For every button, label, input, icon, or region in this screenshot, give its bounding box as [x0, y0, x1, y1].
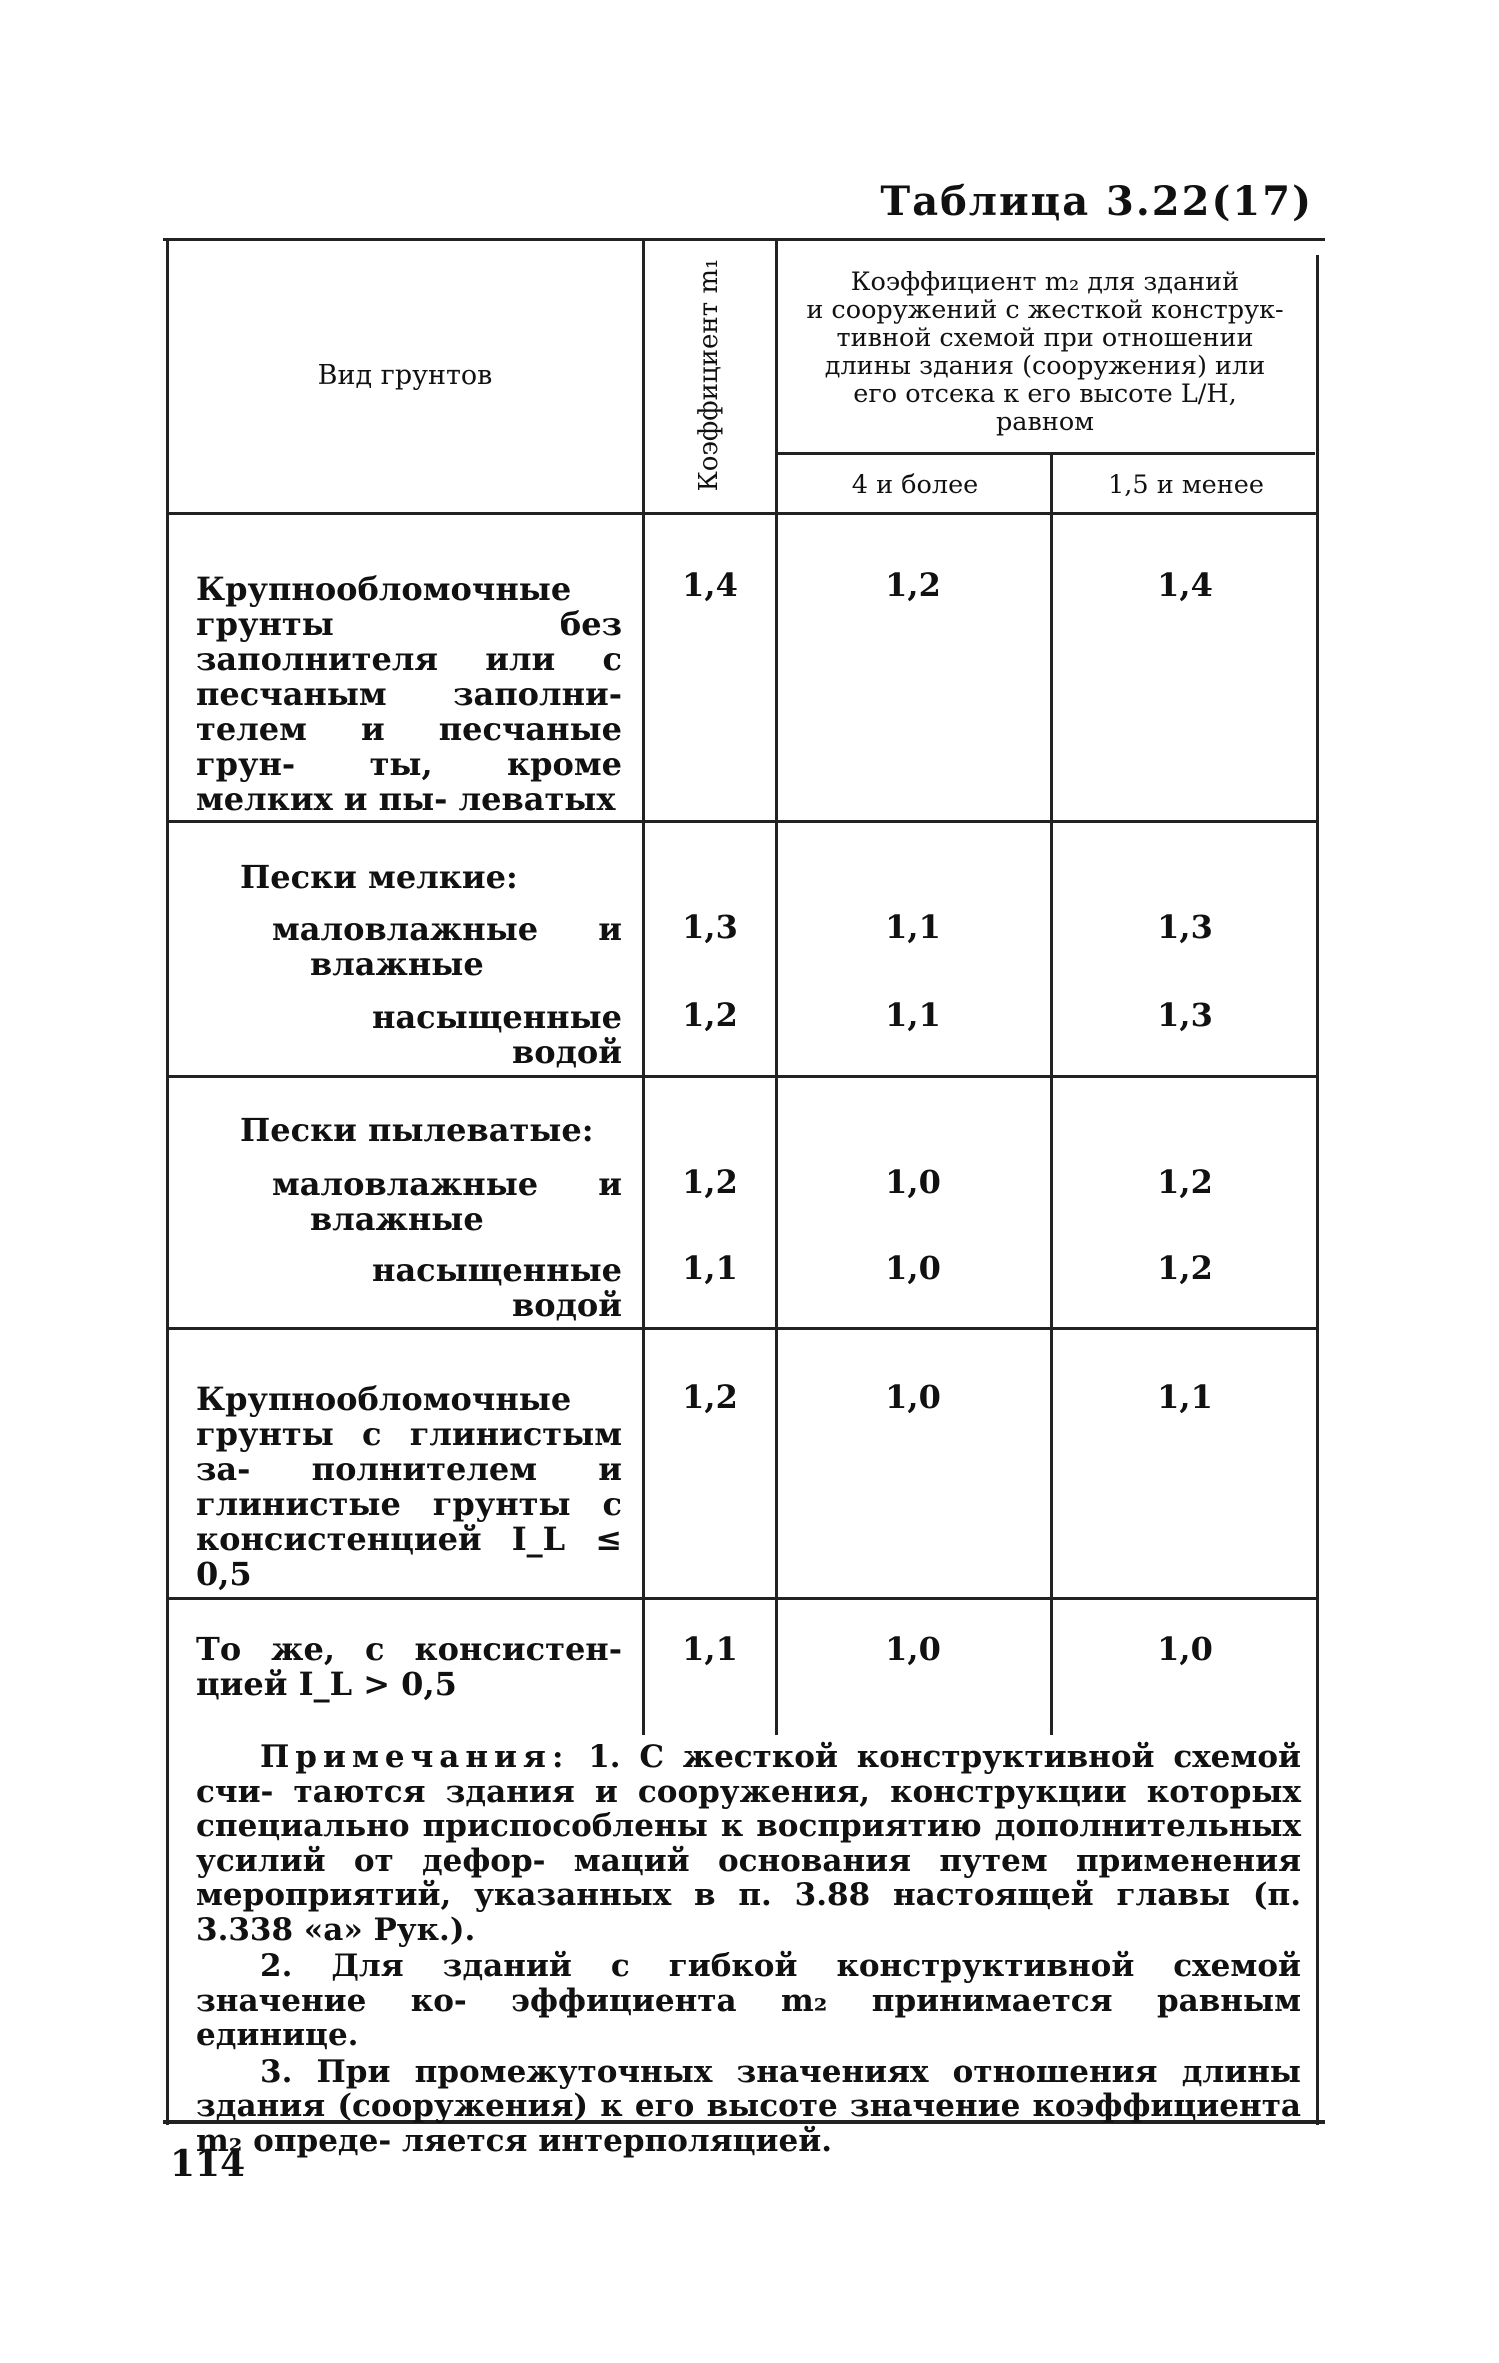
row2-sub2: насыщенные водой [372, 998, 622, 1071]
row-divider [168, 1327, 1318, 1330]
row4-m2-4-more: 1,0 [885, 1378, 941, 1416]
row4-soil: Крупнообломочные грунты с глинистым за- полнителем и глинистые грунты с консистенцией I_L ≤ 0,5 [196, 1380, 622, 1593]
row5-soil: То же, с консистен- цией I_L > 0,5 [196, 1630, 622, 1703]
row3-sub2-m2-a: 1,0 [885, 1249, 941, 1287]
row2-sub1-m2-a: 1,1 [885, 908, 941, 946]
table-top-border [163, 238, 1325, 241]
row3-sub1-m2-a: 1,0 [885, 1163, 941, 1201]
row2-group: Пески мелкие: [240, 858, 518, 896]
row3-sub1: маловлажные и влажные [272, 1165, 622, 1238]
column-divider [775, 240, 778, 1735]
subheader-1-5-and-less: 1,5 и менее [1108, 470, 1264, 500]
table-title: Таблица 3.22(17) [880, 178, 1313, 225]
row-divider [168, 1597, 1318, 1600]
row2-sub1: маловлажные и влажные [272, 910, 622, 983]
row2-sub1-m2-b: 1,3 [1157, 908, 1213, 946]
note-3: 3. При промежуточных значениях отношения длины здания (сооружения) к его высоте значение коэффициента m₂ опреде- ляется интерполяцией. [196, 2053, 1301, 2159]
row2-sub2-m2-a: 1,1 [885, 996, 941, 1034]
row5-m1: 1,1 [682, 1630, 738, 1668]
row5-m2-1-5-less: 1,0 [1157, 1630, 1213, 1668]
header-coefficient-m1: Коэффициент m₁ [694, 258, 724, 492]
page-number: 114 [170, 2143, 246, 2185]
row2-sub1-m1: 1,3 [682, 908, 738, 946]
subheader-4-and-more: 4 и более [851, 470, 979, 500]
row3-sub2-m2-b: 1,2 [1157, 1249, 1213, 1287]
note-1: Примечания: 1. С жесткой конструктивной схемой счи- таются здания и сооружения, конструкции которых специально приспособлены к восприятию дополнительных усилий от дефор- маций основания путем применения мероприятий, указанных в п. 3.88 настоящей главы (п. 3.338 «а» Рук.). [196, 1739, 1301, 1948]
row1-m2-4-more: 1,2 [885, 566, 941, 604]
row-divider [168, 820, 1318, 823]
row3-sub1-m2-b: 1,2 [1157, 1163, 1213, 1201]
row1-m2-1-5-less: 1,4 [1157, 566, 1213, 604]
notes-label: Примечания: [260, 1739, 570, 1775]
header-sub-divider [775, 452, 1315, 455]
column-divider [642, 240, 645, 1735]
row-divider [168, 1075, 1318, 1078]
row4-m1: 1,2 [682, 1378, 738, 1416]
row2-sub2-m2-b: 1,3 [1157, 996, 1213, 1034]
row3-group: Пески пылеватые: [240, 1111, 594, 1149]
row2-sub2-m1: 1,2 [682, 996, 738, 1034]
header-bottom-divider [168, 512, 1318, 515]
row3-sub1-m1: 1,2 [682, 1163, 738, 1201]
header-coefficient-m2: Коэффициент m₂ для зданий и сооружений с жесткой конструк- тивной схемой при отношении длины здания (сооружения) или его отсека к его высоте L/H, равном [806, 267, 1284, 437]
row1-m1: 1,4 [682, 566, 738, 604]
row1-soil: Крупнообломочные грунты без заполнителя или с песчаным заполни- телем и песчаные грун- ты, кроме мелких и пы- леватых [196, 570, 622, 818]
row3-sub2: насыщенные водой [372, 1251, 622, 1324]
row3-sub2-m1: 1,1 [682, 1249, 738, 1287]
table-left-border [166, 240, 169, 2125]
row5-m2-4-more: 1,0 [885, 1630, 941, 1668]
row4-m2-1-5-less: 1,1 [1157, 1378, 1213, 1416]
table-right-border [1316, 255, 1319, 2125]
header-soil-type: Вид грунтов [317, 360, 493, 391]
note-2: 2. Для зданий с гибкой конструктивной схемой значение ко- эффициента m₂ принимается равным единице. [196, 1948, 1301, 2053]
column-divider [1050, 455, 1053, 1735]
notes [196, 1740, 1301, 2160]
